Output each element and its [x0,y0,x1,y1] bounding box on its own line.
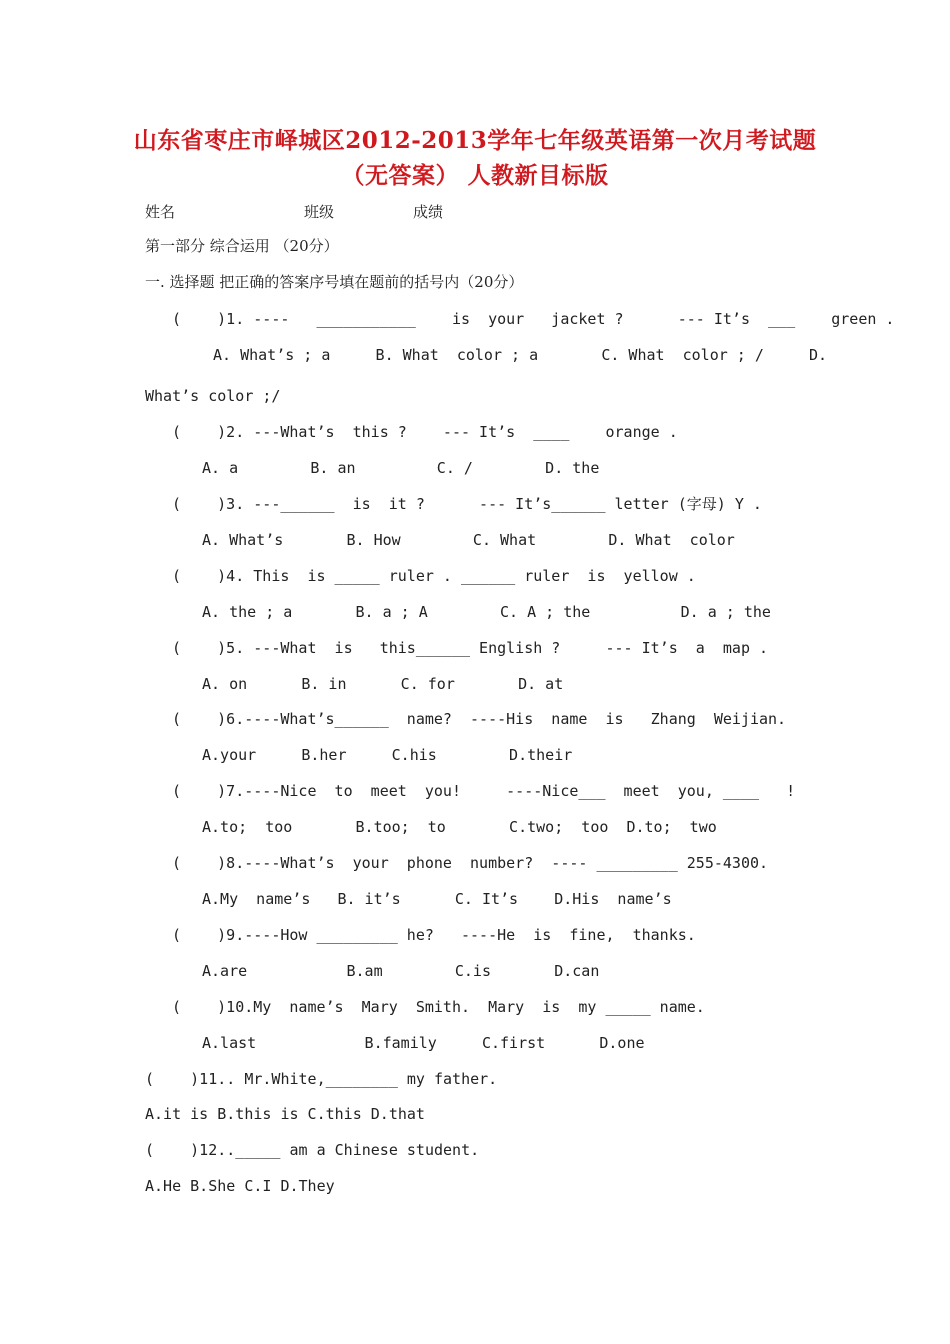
question-11-options: A.it is B.this is C.this D.that [145,1105,425,1123]
question-6: ( )6.----What’s______ name? ----His name is Zhang Weijian. [172,710,787,728]
question-3-options: A. What’s B. How C. What D. What color [202,531,735,549]
question-2: ( )2. ---What’s this ? --- It’s ____ orange . [172,423,678,441]
question-7-options: A.to; too B.too; to C.two; too D.to; two [202,818,717,836]
question-12: ( )12.._____ am a Chinese student. [145,1141,480,1159]
name-label: 姓名 [145,203,176,221]
question-3: ( )3. ---______ is it ? --- It’s______ letter (字母) Y . [172,495,762,513]
question-8: ( )8.----What’s your phone number? ---- _________ 255-4300. [172,854,769,872]
question-7: ( )7.----Nice to meet you! ----Nice___ meet you, ____ ! [172,782,796,800]
question-9: ( )9.----How _________ he? ----He is fine, thanks. [172,926,696,944]
exam-title-line1: 山东省枣庄市峄城区2012-2013学年七年级英语第一次月考试题 [133,127,817,154]
exam-title-line2: （无答案） 人教新目标版 [341,162,609,189]
question-5-options: A. on B. in C. for D. at [202,675,564,693]
part-heading: 第一部分 综合运用 （20分） [145,237,339,255]
question-1-options: A. What’s ; a B. What color ; a C. What color ; / D. [213,346,828,364]
question-8-options: A.My name’s B. it’s C. It’s D.His name’s [202,890,672,908]
question-6-options: A.your B.her C.his D.their [202,746,573,764]
question-4-options: A. the ; a B. a ; A C. A ; the D. a ; the [202,603,771,621]
question-10-options: A.last B.family C.first D.one [202,1034,645,1052]
question-9-options: A.are B.am C.is D.can [202,962,600,980]
section-heading: 一. 选择题 把正确的答案序号填在题前的括号内（20分） [145,273,524,291]
question-2-options: A. a B. an C. / D. the [202,459,600,477]
question-1-options-cont: What’s color ;/ [145,387,281,405]
score-label: 成绩 [413,203,444,221]
class-label: 班级 [304,203,335,221]
question-5: ( )5. ---What is this______ English ? --- It’s a map . [172,639,769,657]
question-10: ( )10.My name’s Mary Smith. Mary is my _____ name. [172,998,705,1016]
question-4: ( )4. This is _____ ruler . ______ ruler is yellow . [172,567,696,585]
question-11: ( )11.. Mr.White,________ my father. [145,1070,498,1088]
question-12-options: A.He B.She C.I D.They [145,1177,335,1195]
question-1: ( )1. ---- ___________ is your jacket ? --- It’s ___ green . [172,310,895,328]
